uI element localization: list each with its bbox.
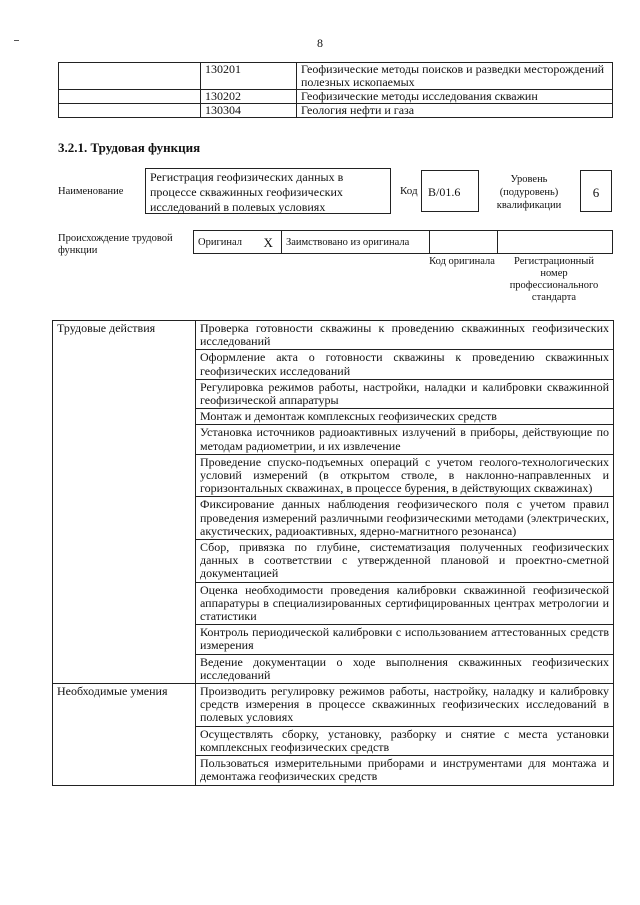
codes-empty-cell: [59, 104, 201, 118]
code-caption: Код оригинала: [429, 256, 495, 267]
page-number: 8: [317, 36, 323, 50]
origin-label: Происхождение трудовой функции: [58, 233, 173, 256]
labor_actions-item: Проведение спуско-подъемных операций с учетом геолого-технологических условий измерений (в открытом стволе, в наклонно-направленных и горизонтальных скважинах, в процессе бурения, в действующих скважинах): [196, 454, 614, 497]
section-title: 3.2.1. Трудовая функция: [58, 140, 201, 155]
labor_actions-item: Установка источников радиоактивных излучений в приборы, действующие по методам радиометрии, и их извлечение: [196, 425, 614, 454]
labor_actions-item: Проверка готовности скважины к проведению скважинных геофизических исследований: [196, 321, 614, 350]
name-label: Наименование: [58, 186, 124, 197]
skills-row: [53, 684, 614, 727]
labor_actions-item: Фиксирование данных наблюдения геофизического поля с учетом правил проведения измерений различными геофизическими методами (электрических, акустических, радиоактивных, ядерно-магнитного резонанса): [196, 497, 614, 540]
labor_actions-item: Оформление акта о готовности скважины к проведению скважинных геофизических исследований: [196, 350, 614, 379]
skills-item: Осуществлять сборку, установку, разборку и снятие с места установки комплексных геофизических средств: [196, 726, 614, 755]
codes-name: Геофизические методы поисков и разведки месторождений полезных ископаемых: [297, 63, 613, 90]
skills-item: Производить регулировку режимов работы, настройку, наладку и калибровку средств измерения в процессе скважинных геофизических исследований в полевых условиях: [196, 684, 614, 727]
borrowed-label: Заимствовано из оригинала: [282, 231, 430, 254]
original-code-cell: [430, 231, 498, 254]
codes-name: Геофизические методы исследования скважин: [297, 90, 613, 104]
codes-table: [58, 62, 613, 118]
labor_actions-item: Контроль периодической калибровки с использованием аттестованных средств измерения: [196, 625, 614, 654]
original-mark: X: [256, 231, 282, 254]
labor_actions-label: Трудовые действия: [53, 321, 196, 684]
codes-row: [59, 104, 613, 118]
function-name: Регистрация геофизических данных в процессе скважинных геофизических исследований в полевых условиях: [145, 168, 391, 214]
reg-number-cell: [498, 231, 613, 254]
level-label: Уровень (подуровень) квалификации: [496, 174, 562, 211]
requirements-table: [52, 320, 614, 786]
original-label: Оригинал: [194, 231, 256, 254]
codes-code: 130304: [201, 104, 297, 118]
function-code: В/01.6: [421, 170, 479, 212]
labor_actions-item: Монтаж и демонтаж комплексных геофизических средств: [196, 409, 614, 425]
margin-mark: [14, 40, 19, 41]
labor_actions-item: Сбор, привязка по глубине, систематизация полученных геофизических данных в соответствии с утвержденной плановой и проектно-сметной документацией: [196, 540, 614, 583]
codes-empty-cell: [59, 63, 201, 90]
labor_actions-item: Ведение документации о ходе выполнения скважинных геофизических исследований: [196, 654, 614, 683]
labor_actions-item: Оценка необходимости проведения калибровки скважинной геофизической аппаратуры в специализированных сертифицированных центрах метрологии и статистики: [196, 582, 614, 625]
skills-label: Необходимые умения: [53, 684, 196, 785]
codes-row: [59, 90, 613, 104]
skills-item: Пользоваться измерительными приборами и инструментами для монтажа и демонтажа геофизических средств: [196, 756, 614, 785]
function-level: 6: [580, 170, 612, 212]
labor_actions-item: Регулировка режимов работы, настройки, наладки и калибровки скважинной геофизической аппаратуры: [196, 379, 614, 408]
code-label: Код: [400, 185, 418, 197]
codes-row: [59, 63, 613, 90]
codes-name: Геология нефти и газа: [297, 104, 613, 118]
origin-table: [193, 230, 613, 254]
codes-code: 130201: [201, 63, 297, 90]
codes-empty-cell: [59, 90, 201, 104]
labor_actions-row: [53, 321, 614, 350]
reg-caption: Регистрационный номер профессионального стандарта: [509, 256, 599, 303]
codes-code: 130202: [201, 90, 297, 104]
